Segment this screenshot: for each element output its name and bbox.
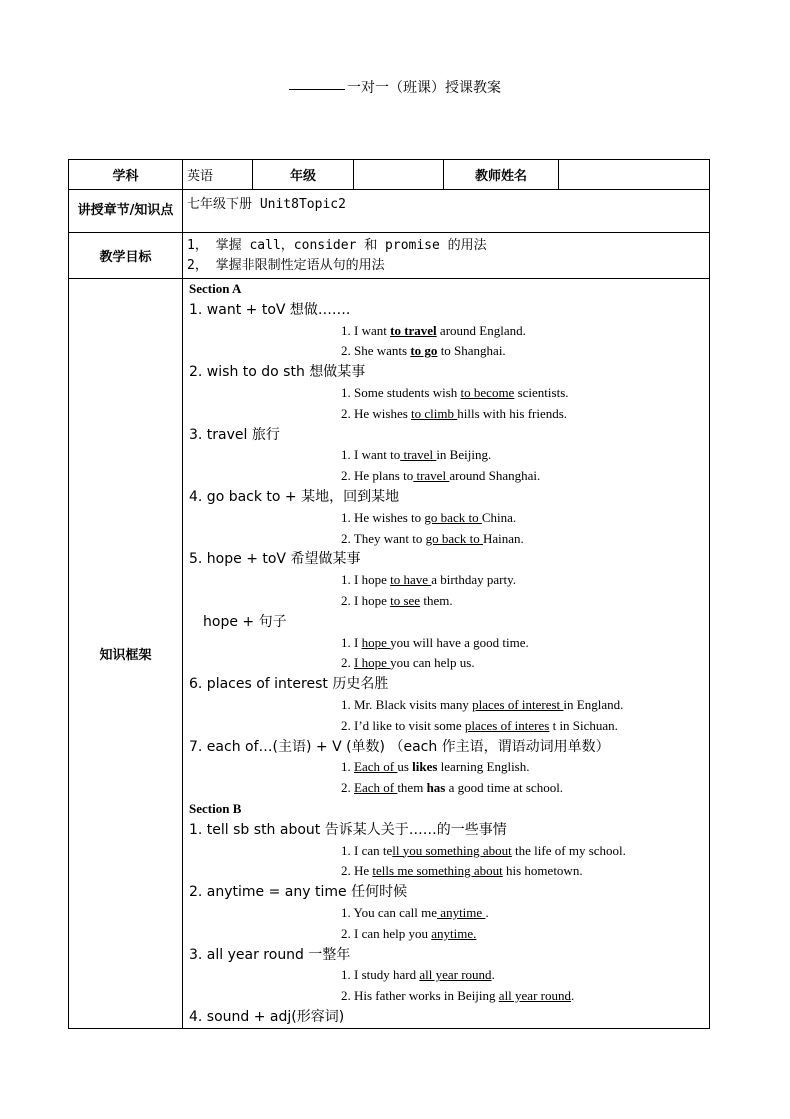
topic-subheading: hope + 句子	[203, 613, 287, 630]
example-line: 1. He wishes to go back to China.	[341, 509, 517, 525]
example-line: 2. They want to go back to Hainan.	[341, 530, 524, 546]
header-row	[69, 160, 710, 190]
topic-heading: 6. places of interest 历史名胜	[189, 676, 389, 693]
example-line: 1. I can tell you something about the life of my school.	[341, 842, 626, 858]
goal-item: 2， 掌握非限制性定语从句的用法	[187, 257, 385, 273]
example-line: 1. Each of us likes learning English.	[341, 759, 530, 775]
example-line: 2. He wishes to climb hills with his friends.	[341, 405, 568, 421]
framework-row	[69, 279, 710, 1029]
title-text: 一对一（班课）授课教案	[347, 80, 501, 96]
teacher-value	[559, 160, 710, 190]
page-title	[0, 77, 790, 97]
topic-heading: 4. sound + adj(形容词)	[189, 1008, 345, 1025]
topic-heading: 3. all year round 一整年	[189, 946, 351, 963]
example-line: 1. I hope you will have a good time.	[341, 634, 529, 650]
lesson-plan-table	[68, 159, 710, 1029]
example-line: 1. I hope to have a birthday party.	[341, 572, 516, 588]
example-line: 2. She wants to go to Shanghai.	[341, 343, 506, 359]
chapter-row	[69, 190, 710, 233]
topic-heading: 1. want + toV 想做…….	[189, 301, 351, 318]
topic-heading: 7. each of…(主语) + V (单数) （each 作主语，谓语动词用单数）	[189, 738, 610, 755]
chapter-value: 七年级下册 Unit8Topic2	[183, 190, 710, 233]
topic-heading: 2. wish to do sth 想做某事	[189, 364, 366, 381]
goals-label: 教学目标	[69, 233, 183, 279]
grade-value	[354, 160, 444, 190]
example-line: 2. He tells me something about his hometown.	[341, 863, 583, 879]
subject-label: 学科	[69, 160, 183, 190]
subject-value: 英语	[183, 160, 253, 190]
example-line: 1. I want to travel around England.	[341, 322, 526, 338]
grade-label: 年级	[253, 160, 354, 190]
example-line: 1. Some students wish to become scientists.	[341, 384, 569, 400]
topic-heading: 3. travel 旅行	[189, 426, 280, 443]
example-line: 1. I study hard all year round.	[341, 967, 495, 983]
example-line: 2. I hope you can help us.	[341, 655, 475, 671]
goals-row	[69, 233, 710, 279]
goal-item: 1， 掌握 call，consider 和 promise 的用法	[187, 237, 487, 253]
topic-heading: 2. anytime = any time 任何时候	[189, 884, 408, 901]
example-line: 2. His father works in Beijing all year round.	[341, 988, 575, 1004]
example-line: 2. Each of them has a good time at school.	[341, 780, 564, 796]
section-b-heading: Section B	[189, 800, 242, 816]
example-line: 2. I can help you anytime.	[341, 925, 477, 941]
example-line: 2. I hope to see them.	[341, 592, 453, 608]
example-line: 2. He plans to travel around Shanghai.	[341, 468, 541, 484]
goals-cell	[183, 233, 710, 279]
teacher-label: 教师姓名	[444, 160, 559, 190]
title-blank	[289, 89, 345, 90]
example-line: 1. I want to travel in Beijing.	[341, 447, 492, 463]
framework-label: 知识框架	[69, 279, 183, 1029]
example-line: 2. I’d like to visit some places of interes t in Sichuan.	[341, 717, 618, 733]
example-line: 1. You can call me anytime .	[341, 904, 489, 920]
chapter-label: 讲授章节/知识点	[69, 190, 183, 233]
topic-heading: 1. tell sb sth about 告诉某人关于……的一些事情	[189, 821, 507, 838]
framework-content	[183, 279, 710, 1029]
topic-heading: 5. hope + toV 希望做某事	[189, 551, 361, 568]
section-a-heading: Section A	[189, 281, 242, 296]
topic-heading: 4. go back to + 某地，回到某地	[189, 488, 400, 505]
example-line: 1. Mr. Black visits many places of interest in England.	[341, 696, 624, 712]
